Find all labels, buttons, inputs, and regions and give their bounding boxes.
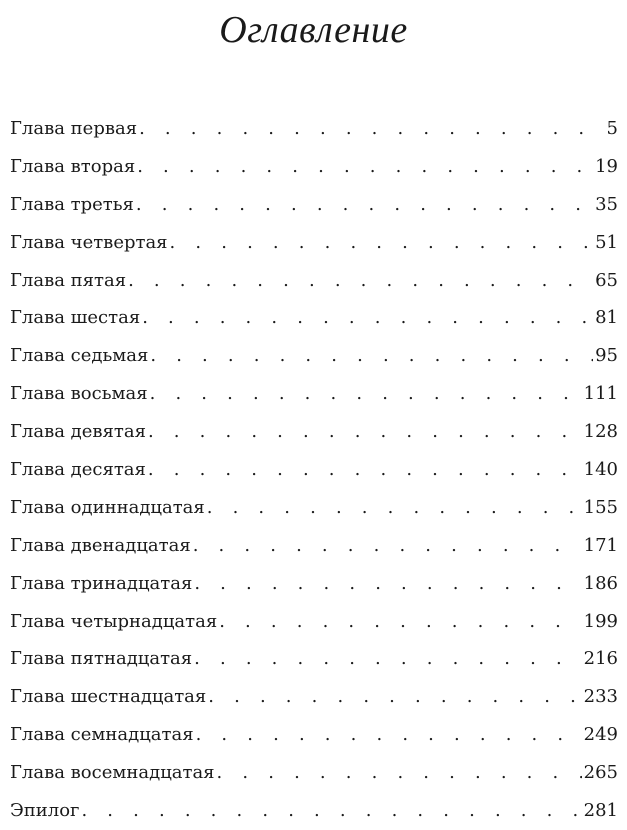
toc-entry-title: Глава десятая	[10, 459, 146, 481]
toc-entry	[10, 678, 618, 716]
toc-entry-page-number: 171	[583, 534, 618, 556]
toc-entry-page-number: 233	[583, 686, 618, 708]
toc-entry-title: Глава пятнадцатая	[10, 648, 193, 670]
toc-entry	[10, 262, 618, 300]
toc-entry-page-number: 5	[606, 118, 618, 139]
toc-entry-title: Глава шестнадцатая	[10, 686, 207, 708]
toc-dot-leader	[196, 716, 582, 754]
toc-entry-title: Глава вторая	[10, 155, 136, 177]
toc-entry-title: Глава девятая	[10, 421, 146, 443]
toc-dot-leader	[208, 678, 581, 716]
toc-entry-title: Глава шестая	[10, 307, 141, 329]
toc-entry-title: Глава тринадцатая	[10, 572, 193, 594]
toc-entry	[10, 451, 618, 489]
toc-entry-page-number: 216	[583, 648, 618, 670]
toc-entry-page-number: 281	[583, 800, 618, 822]
toc-entry-page-number: 111	[583, 383, 618, 405]
toc-entry	[10, 224, 618, 262]
toc-entry-title: Глава первая	[10, 118, 138, 139]
toc-entry-page-number: 199	[583, 610, 618, 632]
toc-dot-leader	[136, 186, 593, 224]
toc-dot-leader	[217, 754, 582, 792]
toc-entry-title: Глава четырнадцатая	[10, 610, 218, 632]
toc-dot-leader	[128, 262, 593, 300]
toc-entry-page-number: 51	[595, 231, 618, 253]
toc-entry	[10, 754, 618, 792]
toc-entry-page-number: 155	[583, 496, 618, 518]
toc-entry-page-number: 249	[583, 724, 618, 746]
toc-entry-title: Глава двенадцатая	[10, 534, 191, 556]
toc-entry-title: Глава пятая	[10, 269, 127, 291]
toc-entry-page-number: 81	[595, 307, 618, 329]
toc-entry-title: Глава восьмая	[10, 383, 148, 405]
toc-entry	[10, 186, 618, 224]
toc-entry-title: Глава седьмая	[10, 345, 149, 367]
toc-entry	[10, 337, 618, 375]
toc-entry	[10, 527, 618, 565]
page-title: Оглавление	[219, 9, 408, 51]
toc-entry-page-number: 265	[583, 762, 618, 784]
toc-entry-title: Глава третья	[10, 193, 134, 215]
toc-entry	[10, 148, 618, 186]
toc-entry	[10, 299, 618, 337]
toc-dot-leader	[194, 565, 581, 603]
toc-dot-leader	[170, 224, 594, 262]
toc-dot-leader	[194, 640, 581, 678]
toc-entry-page-number: 186	[583, 572, 618, 594]
toc-entry-page-number: 95	[595, 345, 618, 367]
toc-entry-title: Эпилог	[10, 800, 80, 822]
toc-entry-title: Глава одиннадцатая	[10, 496, 205, 518]
toc-entry-page-number: 140	[583, 459, 618, 481]
toc-entry-title: Глава четвертая	[10, 231, 168, 253]
toc-entry-page-number: 128	[583, 421, 618, 443]
toc-dot-leader	[150, 337, 593, 375]
toc-entry	[10, 792, 618, 830]
toc-entry	[10, 489, 618, 527]
toc-dot-leader	[148, 451, 582, 489]
toc-entry	[10, 565, 618, 603]
toc-entry	[10, 413, 618, 451]
toc-entry	[10, 716, 618, 754]
toc-entry	[10, 110, 618, 148]
toc-entry	[10, 375, 618, 413]
table-of-contents	[10, 110, 618, 830]
toc-dot-leader	[150, 375, 582, 413]
toc-entry-title: Глава восемнадцатая	[10, 762, 215, 784]
toc-entry-title: Глава семнадцатая	[10, 724, 194, 746]
toc-entry-page-number: 65	[595, 269, 618, 291]
toc-entry-page-number: 19	[595, 155, 618, 177]
toc-dot-leader	[219, 603, 581, 641]
toc-dot-leader	[193, 527, 582, 565]
toc-entry-page-number: 35	[595, 193, 618, 215]
toc-dot-leader	[207, 489, 582, 527]
toc-dot-leader	[142, 299, 593, 337]
toc-dot-leader	[148, 413, 582, 451]
toc-entry	[10, 603, 618, 641]
toc-dot-leader	[81, 792, 581, 830]
toc-dot-leader	[139, 110, 604, 148]
toc-entry	[10, 640, 618, 678]
toc-dot-leader	[137, 148, 593, 186]
